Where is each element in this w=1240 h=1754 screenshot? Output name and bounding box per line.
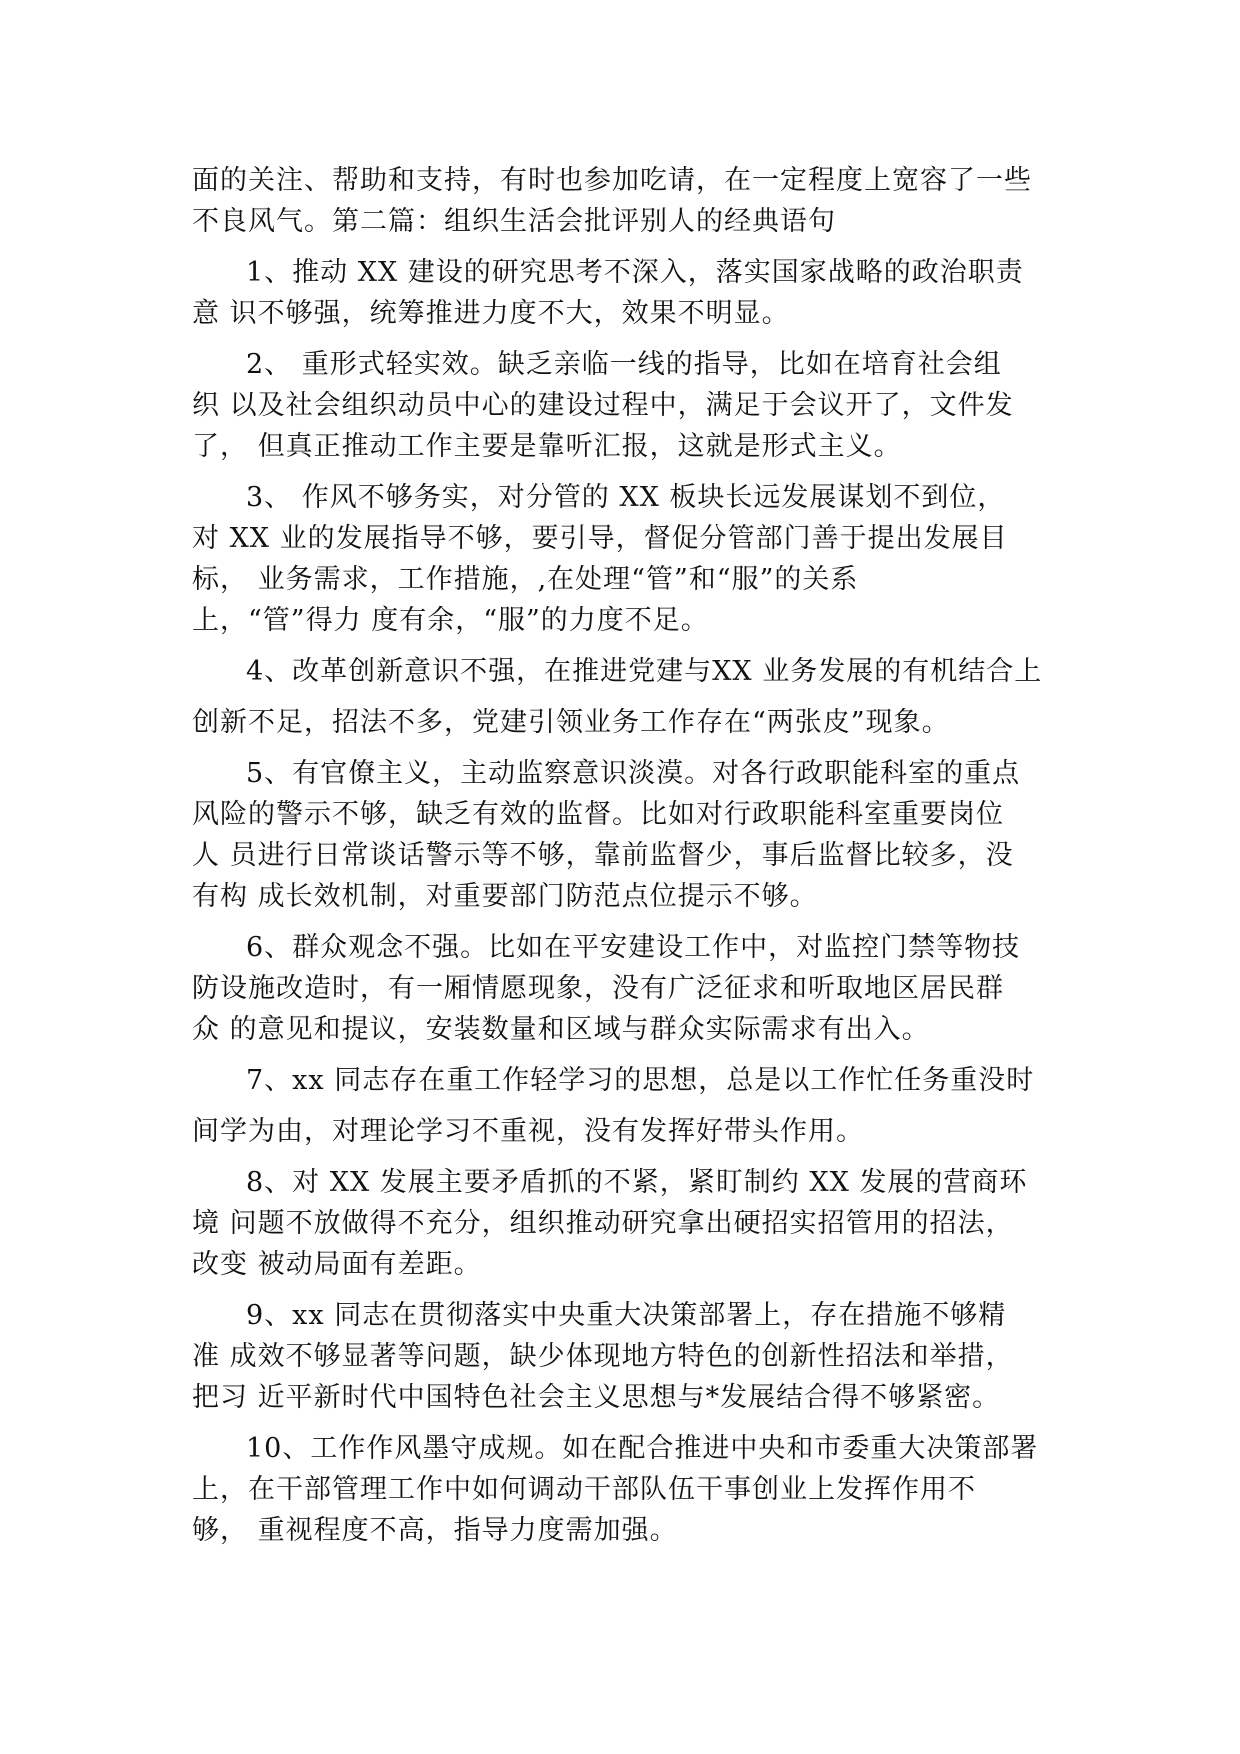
item-10-line: 上，在干部管理工作中如何调动干部队伍干事创业上发挥作用不	[192, 1474, 976, 1505]
item-2-line: 2、 重形式轻实效。缺乏亲临一线的指导，比如在培育社会组	[246, 349, 1002, 380]
item-5-line: 5、有官僚主义，主动监察意识淡漠。对各行政职能科室的重点	[246, 758, 1021, 789]
item-6-line: 众 的意见和提议，安装数量和区域与群众实际需求有出入。	[192, 1014, 930, 1045]
item-4-line: 创新不足，招法不多，党建引领业务工作存在“两张皮”现象。	[192, 707, 950, 738]
item-9-line: 把习 近平新时代中国特色社会主义思想与*发展结合得不够紧密。	[192, 1382, 1001, 1413]
item-10-line: 10、工作作风墨守成规。如在配合推进中央和市委重大决策部署	[246, 1433, 1039, 1464]
item-5-line: 有构 成长效机制，对重要部门防范点位提示不够。	[192, 881, 818, 912]
item-6-line: 防设施改造时，有一厢情愿现象，没有广泛征求和听取地区居民群	[192, 973, 1004, 1004]
item-8-line: 8、对 XX 发展主要矛盾抓的不紧，紧盯制约 XX 发展的营商环	[246, 1167, 1028, 1198]
item-7-line: 7、xx 同志存在重工作轻学习的思想，总是以工作忙任务重没时	[246, 1065, 1035, 1096]
item-4-line: 4、改革创新意识不强，在推进党建与XX 业务发展的有机结合上	[246, 656, 1043, 687]
item-5-line: 人 员进行日常谈话警示等不够，靠前监督少，事后监督比较多，没	[192, 840, 1014, 871]
item-9-line: 9、xx 同志在贯彻落实中央重大决策部署上，存在措施不够精	[246, 1300, 1007, 1331]
text-line: 不良风气。第二篇：组织生活会批评别人的经典语句	[192, 206, 836, 237]
item-2-line: 织 以及社会组织动员中心的建设过程中，满足于会议开了，文件发	[192, 390, 1014, 421]
item-3-line: 3、 作风不够务实，对分管的 XX 板块长远发展谋划不到位，	[246, 482, 1006, 513]
item-8-line: 改变 被动局面有差距。	[192, 1249, 482, 1280]
text-line: 面的关注、帮助和支持，有时也参加吃请，在一定程度上宽容了一些	[192, 165, 1032, 196]
item-9-line: 准 成效不够显著等问题，缺少体现地方特色的创新性招法和举措，	[192, 1341, 1014, 1372]
item-10-line: 够， 重视程度不高，指导力度需加强。	[192, 1515, 678, 1546]
item-5-line: 风险的警示不够，缺乏有效的监督。比如对行政职能科室重要岗位	[192, 799, 1004, 830]
item-1-line: 1、推动 XX 建设的研究思考不深入，落实国家战略的政治职责	[246, 257, 1024, 288]
item-3-line: 标， 业务需求，工作措施，,在处理“管”和“服”的关系	[192, 564, 859, 595]
item-1-line: 意 识不够强，统筹推进力度不大，效果不明显。	[192, 298, 790, 329]
item-3-line: 上，“管”得力 度有余，“服”的力度不足。	[192, 605, 709, 636]
item-6-line: 6、群众观念不强。比如在平安建设工作中，对监控门禁等物技	[246, 932, 1021, 963]
item-8-line: 境 问题不放做得不充分，组织推动研究拿出硬招实招管用的招法，	[192, 1208, 1014, 1239]
item-3-line: 对 XX 业的发展指导不够，要引导，督促分管部门善于提出发展目	[192, 523, 1008, 554]
item-2-line: 了， 但真正推动工作主要是靠听汇报，这就是形式主义。	[192, 431, 902, 462]
item-7-line: 间学为由，对理论学习不重视，没有发挥好带头作用。	[192, 1116, 864, 1147]
document-body	[192, 160, 1072, 1551]
